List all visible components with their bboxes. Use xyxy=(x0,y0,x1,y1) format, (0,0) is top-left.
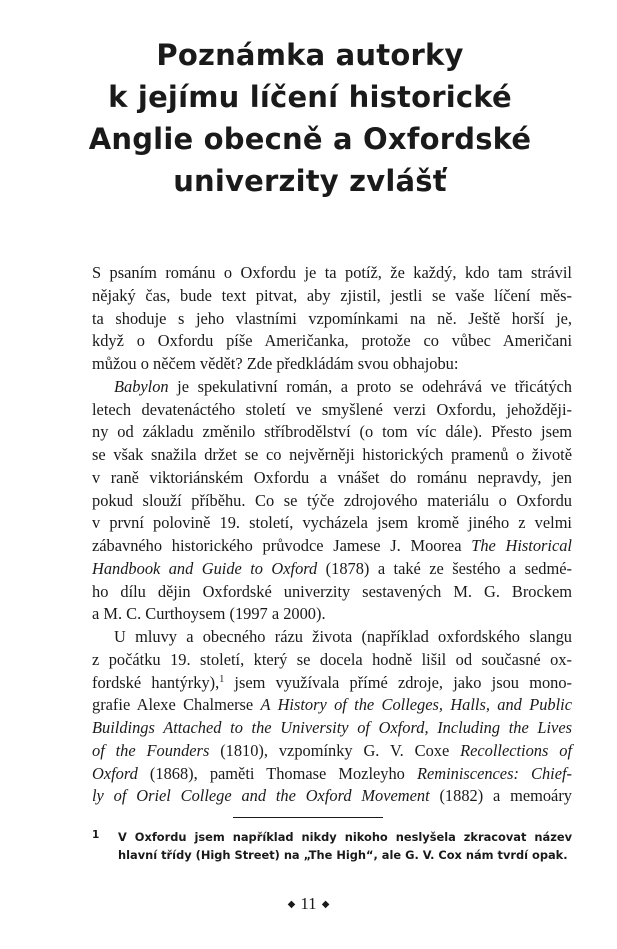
text-line xyxy=(92,558,572,581)
footnote-line: hlavní třídy (High Street) na „The High“, ale G. V. Cox nám tvrdí opak. xyxy=(118,848,568,862)
footnote-number: 1 xyxy=(92,829,100,841)
paragraph-1 xyxy=(92,262,572,376)
book-title-italic: A History of the Colleges, Halls, and Public xyxy=(260,695,572,715)
text-line: když o Oxfordu píše Američanka, protože co vůbec Američani xyxy=(92,331,572,351)
book-title-italic: ly of Oriel College and the Oxford Movement xyxy=(92,786,430,806)
text-run: (1868), paměti Thomase Mozleyho xyxy=(137,763,417,783)
book-title-italic: Reminiscences: Chief- xyxy=(416,763,572,783)
text-line: S psaním románu o Oxfordu je ta potíž, že každý, kdo tam strávil xyxy=(92,263,572,282)
paragraph-2 xyxy=(92,376,572,626)
text-line: z počátku 19. století, který se docela hodně lišil od současné ox- xyxy=(92,649,572,669)
text-line: ny od základu změnilo stříbrodělství (o tom víc dále). Přesto jsem xyxy=(92,422,572,442)
footnote-divider xyxy=(233,817,383,818)
title-line: univerzity zvlášť xyxy=(173,164,447,198)
text-line: se však snažila držet se co nejvěrněji historických pramenů o životě xyxy=(92,445,572,464)
title-line: Poznámka autorky xyxy=(156,38,464,72)
text-line xyxy=(92,740,572,763)
text-run: je spekulativní román, a proto se odehrává ve třicátých xyxy=(168,376,572,396)
text-line xyxy=(92,376,572,399)
text-run: jsem využívala přímé zdroje, jako jsou mono- xyxy=(224,672,572,692)
text-line: nějaký čas, bude text pitvat, aby zjistil, jestli se vaše líčení měs- xyxy=(92,285,572,305)
paragraph-3 xyxy=(92,626,572,808)
diamond-ornament-icon: ◆ xyxy=(321,899,330,910)
body-text xyxy=(92,262,572,808)
text-line: ho dílu dějin Oxfordské univerzity sestavených M. G. Brockem xyxy=(92,581,572,601)
text-run: zábavného historického průvodce Jamese J. Moorea xyxy=(92,536,472,555)
book-title-italic: The Historical xyxy=(471,536,572,555)
text-run: (1882) a memoáry xyxy=(429,786,572,806)
book-title-italic: Handbook and Guide to Oxford xyxy=(92,558,318,578)
diamond-ornament-icon: ◆ xyxy=(287,899,296,910)
text-line: letech devatenáctého století ve smyšlené verzi Oxfordu, jehožději- xyxy=(92,399,572,419)
footnote-line: V Oxfordu jsem například nikdy nikoho neslyšela zkracovat název xyxy=(118,830,572,844)
text-line: ta shoduje s jeho vlastními vzpomínkami na ně. Ještě horší je, xyxy=(92,308,572,328)
text-line: U mluvy a obecného rázu života (například oxfordského slangu xyxy=(114,627,572,646)
text-run: (1810), vzpomínky G. V. Coxe xyxy=(209,740,461,760)
text-line xyxy=(92,785,572,808)
book-title-italic: Recollections of xyxy=(460,740,572,760)
text-line xyxy=(92,717,572,740)
text-line xyxy=(92,672,572,695)
text-line: v raně viktoriánském Oxfordu a vnášet do románu nepravdy, jen xyxy=(92,467,572,487)
text-line xyxy=(92,694,572,717)
book-title-italic: of the Founders xyxy=(92,740,210,760)
text-line: můžou o něčem vědět? Zde předkládám svou obhajobu: xyxy=(92,354,459,373)
footnote-reference[interactable]: 1 xyxy=(219,673,225,685)
text-line: v první polovině 19. století, vycházela jsem kromě jiného z velmi xyxy=(92,513,572,533)
title-line: Anglie obecně a Oxfordské xyxy=(88,122,532,156)
text-run: fordské hantýrky), xyxy=(92,672,220,692)
text-line: a M. C. Curthoysem (1997 a 2000). xyxy=(92,604,326,624)
footnote-text xyxy=(118,828,572,864)
text-line xyxy=(92,763,572,786)
text-run: grafie Alexe Chalmerse xyxy=(92,695,261,715)
page-number-value: 11 xyxy=(300,894,317,913)
text-run: (1878) a také ze šestého a sedmé- xyxy=(317,558,572,578)
book-title-italic: Babylon xyxy=(114,376,169,396)
page-number xyxy=(0,894,617,914)
chapter-title xyxy=(60,34,560,202)
book-title-italic: Buildings Attached to the University of Oxford, Including the Lives xyxy=(92,718,572,737)
text-line xyxy=(92,535,572,558)
title-line: k jejímu líčení historické xyxy=(108,80,512,114)
book-title-italic: Oxford xyxy=(92,763,138,783)
text-line: pokud slouží příběhu. Co se týče zdrojového materiálu o Oxfordu xyxy=(92,490,572,510)
